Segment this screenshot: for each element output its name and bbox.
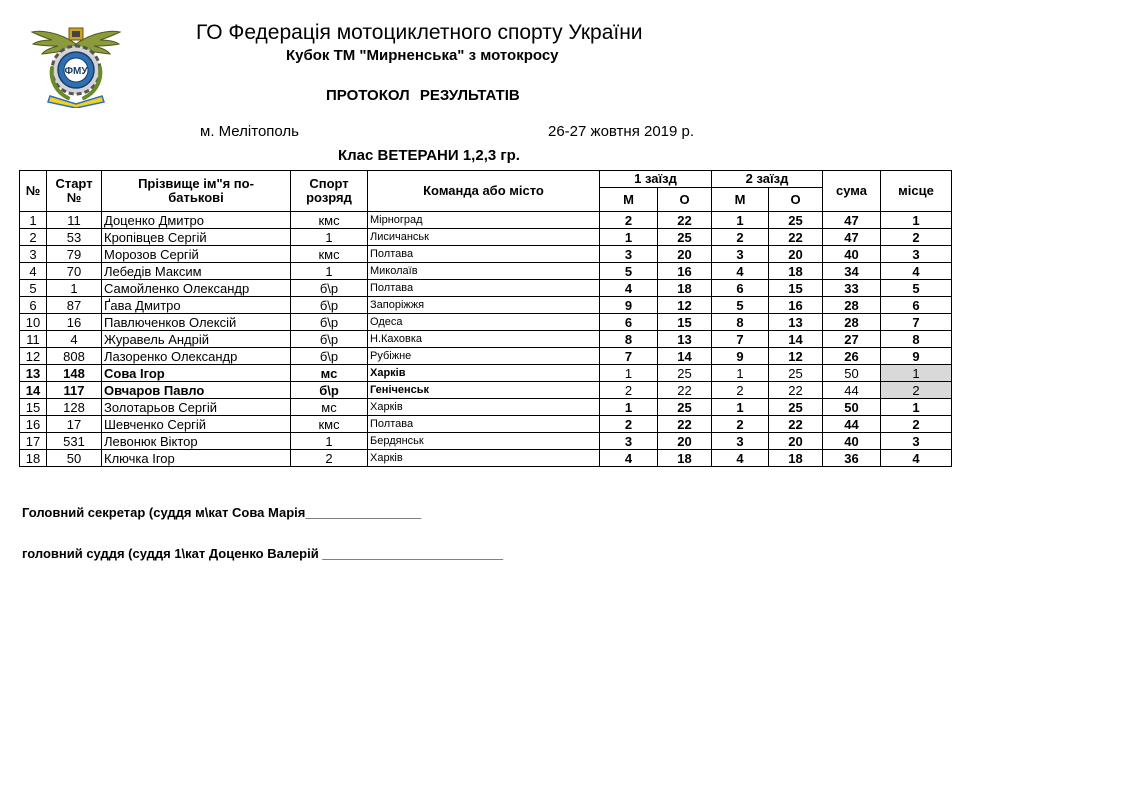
cell-race2-m: 4 <box>712 263 769 280</box>
cell-race2-o: 14 <box>769 331 823 348</box>
cell-race2-o: 22 <box>769 229 823 246</box>
table-row <box>20 450 952 467</box>
chief-secretary-line: Головний секретар (суддя м\кат Сова Марія________________ <box>22 505 422 520</box>
cell-sum: 28 <box>823 314 881 331</box>
cell-team: Харків <box>368 399 600 416</box>
header-name: Прізвище ім"я по- батькові <box>102 171 291 212</box>
table-row <box>20 399 952 416</box>
cell-place: 1 <box>881 365 952 382</box>
cell-sum: 28 <box>823 297 881 314</box>
cell-race1-o: 16 <box>658 263 712 280</box>
cell-place: 4 <box>881 450 952 467</box>
cell-no: 6 <box>20 297 47 314</box>
protocol-title: ПРОТОКОЛ РЕЗУЛЬТАТІВ <box>326 87 520 104</box>
table-row <box>20 246 952 263</box>
header-place: місце <box>881 171 952 212</box>
cell-place: 1 <box>881 212 952 229</box>
cell-race1-m: 4 <box>600 450 658 467</box>
event-date: 26-27 жовтня 2019 р. <box>548 123 695 140</box>
header-start: Старт № <box>47 171 102 212</box>
cell-sum: 36 <box>823 450 881 467</box>
cell-race2-m: 2 <box>712 229 769 246</box>
cell-name: Павлюченков Олексій <box>102 314 291 331</box>
org-title: ГО Федерація мотоциклетного спорту України <box>196 21 643 44</box>
cell-race1-m: 6 <box>600 314 658 331</box>
cell-race1-m: 3 <box>600 433 658 450</box>
cell-sport-rank: 1 <box>291 263 368 280</box>
cell-no: 17 <box>20 433 47 450</box>
cell-race2-o: 25 <box>769 212 823 229</box>
cell-team: Харків <box>368 450 600 467</box>
cell-start: 70 <box>47 263 102 280</box>
cell-sport-rank: б\р <box>291 314 368 331</box>
cell-race2-o: 18 <box>769 450 823 467</box>
cell-no: 13 <box>20 365 47 382</box>
cell-sum: 27 <box>823 331 881 348</box>
cell-sport-rank: б\р <box>291 297 368 314</box>
cell-race1-m: 1 <box>600 365 658 382</box>
cell-start: 128 <box>47 399 102 416</box>
cell-race1-o: 25 <box>658 399 712 416</box>
cell-name: Овчаров Павло <box>102 382 291 399</box>
header-race2-o: О <box>769 188 823 212</box>
cell-place: 8 <box>881 331 952 348</box>
cell-sport-rank: кмс <box>291 212 368 229</box>
results-body <box>20 212 952 467</box>
cell-race2-m: 1 <box>712 365 769 382</box>
cell-name: Золотарьов Сергій <box>102 399 291 416</box>
cell-sum: 44 <box>823 382 881 399</box>
cell-race2-o: 20 <box>769 433 823 450</box>
cell-no: 18 <box>20 450 47 467</box>
cell-name: Лазоренко Олександр <box>102 348 291 365</box>
cell-start: 87 <box>47 297 102 314</box>
cell-sport-rank: кмс <box>291 246 368 263</box>
header-race1-m: М <box>600 188 658 212</box>
cell-race2-o: 22 <box>769 382 823 399</box>
cell-sport-rank: мс <box>291 399 368 416</box>
cell-race2-m: 5 <box>712 297 769 314</box>
cell-team: Полтава <box>368 246 600 263</box>
cell-race2-m: 3 <box>712 246 769 263</box>
federation-logo <box>30 24 122 108</box>
cell-sport-rank: 1 <box>291 433 368 450</box>
cell-team: Генiченськ <box>368 382 600 399</box>
cell-name: Морозов Сергій <box>102 246 291 263</box>
cell-race2-o: 25 <box>769 365 823 382</box>
cell-sum: 47 <box>823 229 881 246</box>
cell-name: Левонюк Віктор <box>102 433 291 450</box>
cell-place: 4 <box>881 263 952 280</box>
cell-team: Полтава <box>368 416 600 433</box>
chief-judge-line: головний суддя (суддя 1\кат Доценко Валерій _________________________ <box>22 546 504 561</box>
cell-race2-m: 4 <box>712 450 769 467</box>
cell-no: 14 <box>20 382 47 399</box>
cell-sum: 40 <box>823 246 881 263</box>
table-row <box>20 263 952 280</box>
cell-race1-o: 25 <box>658 365 712 382</box>
cell-race2-o: 15 <box>769 280 823 297</box>
cell-start: 531 <box>47 433 102 450</box>
cell-race1-o: 14 <box>658 348 712 365</box>
cell-no: 12 <box>20 348 47 365</box>
cell-name: Журавель Андрій <box>102 331 291 348</box>
cell-sum: 44 <box>823 416 881 433</box>
cell-place: 6 <box>881 297 952 314</box>
cell-sum: 47 <box>823 212 881 229</box>
cell-place: 2 <box>881 416 952 433</box>
cell-race2-o: 18 <box>769 263 823 280</box>
cell-race2-m: 8 <box>712 314 769 331</box>
cell-place: 1 <box>881 399 952 416</box>
cell-team: Запоріжжя <box>368 297 600 314</box>
cell-race2-m: 1 <box>712 399 769 416</box>
table-row <box>20 433 952 450</box>
cell-race2-m: 6 <box>712 280 769 297</box>
cell-start: 117 <box>47 382 102 399</box>
cell-race1-o: 12 <box>658 297 712 314</box>
cell-race1-m: 9 <box>600 297 658 314</box>
header-sport-rank: Спорт розряд <box>291 171 368 212</box>
cell-name: Шевченко Сергій <box>102 416 291 433</box>
cell-race1-m: 4 <box>600 280 658 297</box>
cell-start: 53 <box>47 229 102 246</box>
cup-title: Кубок ТМ "Мирненська" з мотокросу <box>286 47 559 64</box>
cell-name: Кропівцев Сергій <box>102 229 291 246</box>
cell-race2-m: 7 <box>712 331 769 348</box>
cell-race1-o: 18 <box>658 450 712 467</box>
cell-team: Н.Каховка <box>368 331 600 348</box>
cell-race1-m: 5 <box>600 263 658 280</box>
cell-name: Ґава Дмитро <box>102 297 291 314</box>
cell-place: 7 <box>881 314 952 331</box>
cell-no: 11 <box>20 331 47 348</box>
cell-race1-m: 1 <box>600 229 658 246</box>
cell-race1-o: 25 <box>658 229 712 246</box>
cell-race1-o: 20 <box>658 246 712 263</box>
header-race1-o: О <box>658 188 712 212</box>
cell-team: Одеса <box>368 314 600 331</box>
cell-start: 148 <box>47 365 102 382</box>
class-title: Клас ВЕТЕРАНИ 1,2,3 гр. <box>338 147 520 164</box>
cell-place: 3 <box>881 246 952 263</box>
cell-race2-m: 2 <box>712 382 769 399</box>
cell-no: 2 <box>20 229 47 246</box>
cell-place: 3 <box>881 433 952 450</box>
cell-no: 4 <box>20 263 47 280</box>
table-row <box>20 382 952 399</box>
table-row <box>20 297 952 314</box>
cell-race2-m: 2 <box>712 416 769 433</box>
cell-race1-o: 13 <box>658 331 712 348</box>
cell-sum: 50 <box>823 365 881 382</box>
cell-name: Ключка Ігор <box>102 450 291 467</box>
cell-sum: 40 <box>823 433 881 450</box>
event-city: м. Мелітополь <box>200 123 299 140</box>
cell-sum: 34 <box>823 263 881 280</box>
cell-start: 50 <box>47 450 102 467</box>
cell-start: 11 <box>47 212 102 229</box>
cell-race2-o: 12 <box>769 348 823 365</box>
header-race-1: 1 заїзд <box>600 171 712 188</box>
cell-race2-o: 20 <box>769 246 823 263</box>
table-row <box>20 314 952 331</box>
table-row <box>20 331 952 348</box>
cell-race1-o: 22 <box>658 212 712 229</box>
cell-name: Лебедів Максим <box>102 263 291 280</box>
cell-team: Лисичанськ <box>368 229 600 246</box>
svg-text:ФМУ: ФМУ <box>64 66 88 77</box>
cell-no: 16 <box>20 416 47 433</box>
cell-race2-o: 13 <box>769 314 823 331</box>
cell-no: 10 <box>20 314 47 331</box>
ribbon-icon <box>48 96 104 108</box>
header-sum: сума <box>823 171 881 212</box>
cell-place: 5 <box>881 280 952 297</box>
cell-sum: 33 <box>823 280 881 297</box>
cell-sum: 26 <box>823 348 881 365</box>
cell-race1-o: 22 <box>658 416 712 433</box>
table-row <box>20 212 952 229</box>
cell-race1-m: 1 <box>600 399 658 416</box>
cell-race1-o: 22 <box>658 382 712 399</box>
cell-start: 16 <box>47 314 102 331</box>
cell-race2-o: 16 <box>769 297 823 314</box>
table-row <box>20 416 952 433</box>
cell-race1-m: 7 <box>600 348 658 365</box>
cell-sport-rank: мс <box>291 365 368 382</box>
cell-sport-rank: б\р <box>291 348 368 365</box>
cell-race1-o: 20 <box>658 433 712 450</box>
cell-sport-rank: б\р <box>291 382 368 399</box>
cell-race1-m: 8 <box>600 331 658 348</box>
cell-name: Сова Ігор <box>102 365 291 382</box>
cell-race2-o: 25 <box>769 399 823 416</box>
cell-race1-m: 2 <box>600 212 658 229</box>
cell-no: 3 <box>20 246 47 263</box>
cell-team: Миколаїв <box>368 263 600 280</box>
cell-race2-m: 9 <box>712 348 769 365</box>
header-race-2: 2 заїзд <box>712 171 823 188</box>
cell-race2-m: 3 <box>712 433 769 450</box>
cell-sport-rank: б\р <box>291 331 368 348</box>
cell-start: 79 <box>47 246 102 263</box>
cell-sport-rank: 1 <box>291 229 368 246</box>
table-row <box>20 365 952 382</box>
table-row <box>20 280 952 297</box>
cell-name: Самойленко Олександр <box>102 280 291 297</box>
cell-team: Харків <box>368 365 600 382</box>
cell-place: 2 <box>881 229 952 246</box>
cell-race2-o: 22 <box>769 416 823 433</box>
cell-start: 1 <box>47 280 102 297</box>
header-no: № <box>20 171 47 212</box>
cell-sport-rank: б\р <box>291 280 368 297</box>
header-race2-m: М <box>712 188 769 212</box>
cell-race1-o: 18 <box>658 280 712 297</box>
cell-sport-rank: кмс <box>291 416 368 433</box>
cell-team: Бердянськ <box>368 433 600 450</box>
cell-start: 17 <box>47 416 102 433</box>
cell-place: 9 <box>881 348 952 365</box>
cell-sport-rank: 2 <box>291 450 368 467</box>
header-team: Команда або місто <box>368 171 600 212</box>
cell-race1-m: 2 <box>600 416 658 433</box>
results-table <box>19 170 952 467</box>
table-row <box>20 348 952 365</box>
cell-race1-m: 3 <box>600 246 658 263</box>
cell-start: 4 <box>47 331 102 348</box>
cell-team: Рубіжне <box>368 348 600 365</box>
cell-team: Мірноград <box>368 212 600 229</box>
cell-place: 2 <box>881 382 952 399</box>
cell-race1-o: 15 <box>658 314 712 331</box>
cell-name: Доценко Дмитро <box>102 212 291 229</box>
cell-race1-m: 2 <box>600 382 658 399</box>
cell-no: 1 <box>20 212 47 229</box>
cell-start: 808 <box>47 348 102 365</box>
cell-race2-m: 1 <box>712 212 769 229</box>
cell-team: Полтава <box>368 280 600 297</box>
cell-no: 15 <box>20 399 47 416</box>
cell-sum: 50 <box>823 399 881 416</box>
cell-no: 5 <box>20 280 47 297</box>
table-row <box>20 229 952 246</box>
